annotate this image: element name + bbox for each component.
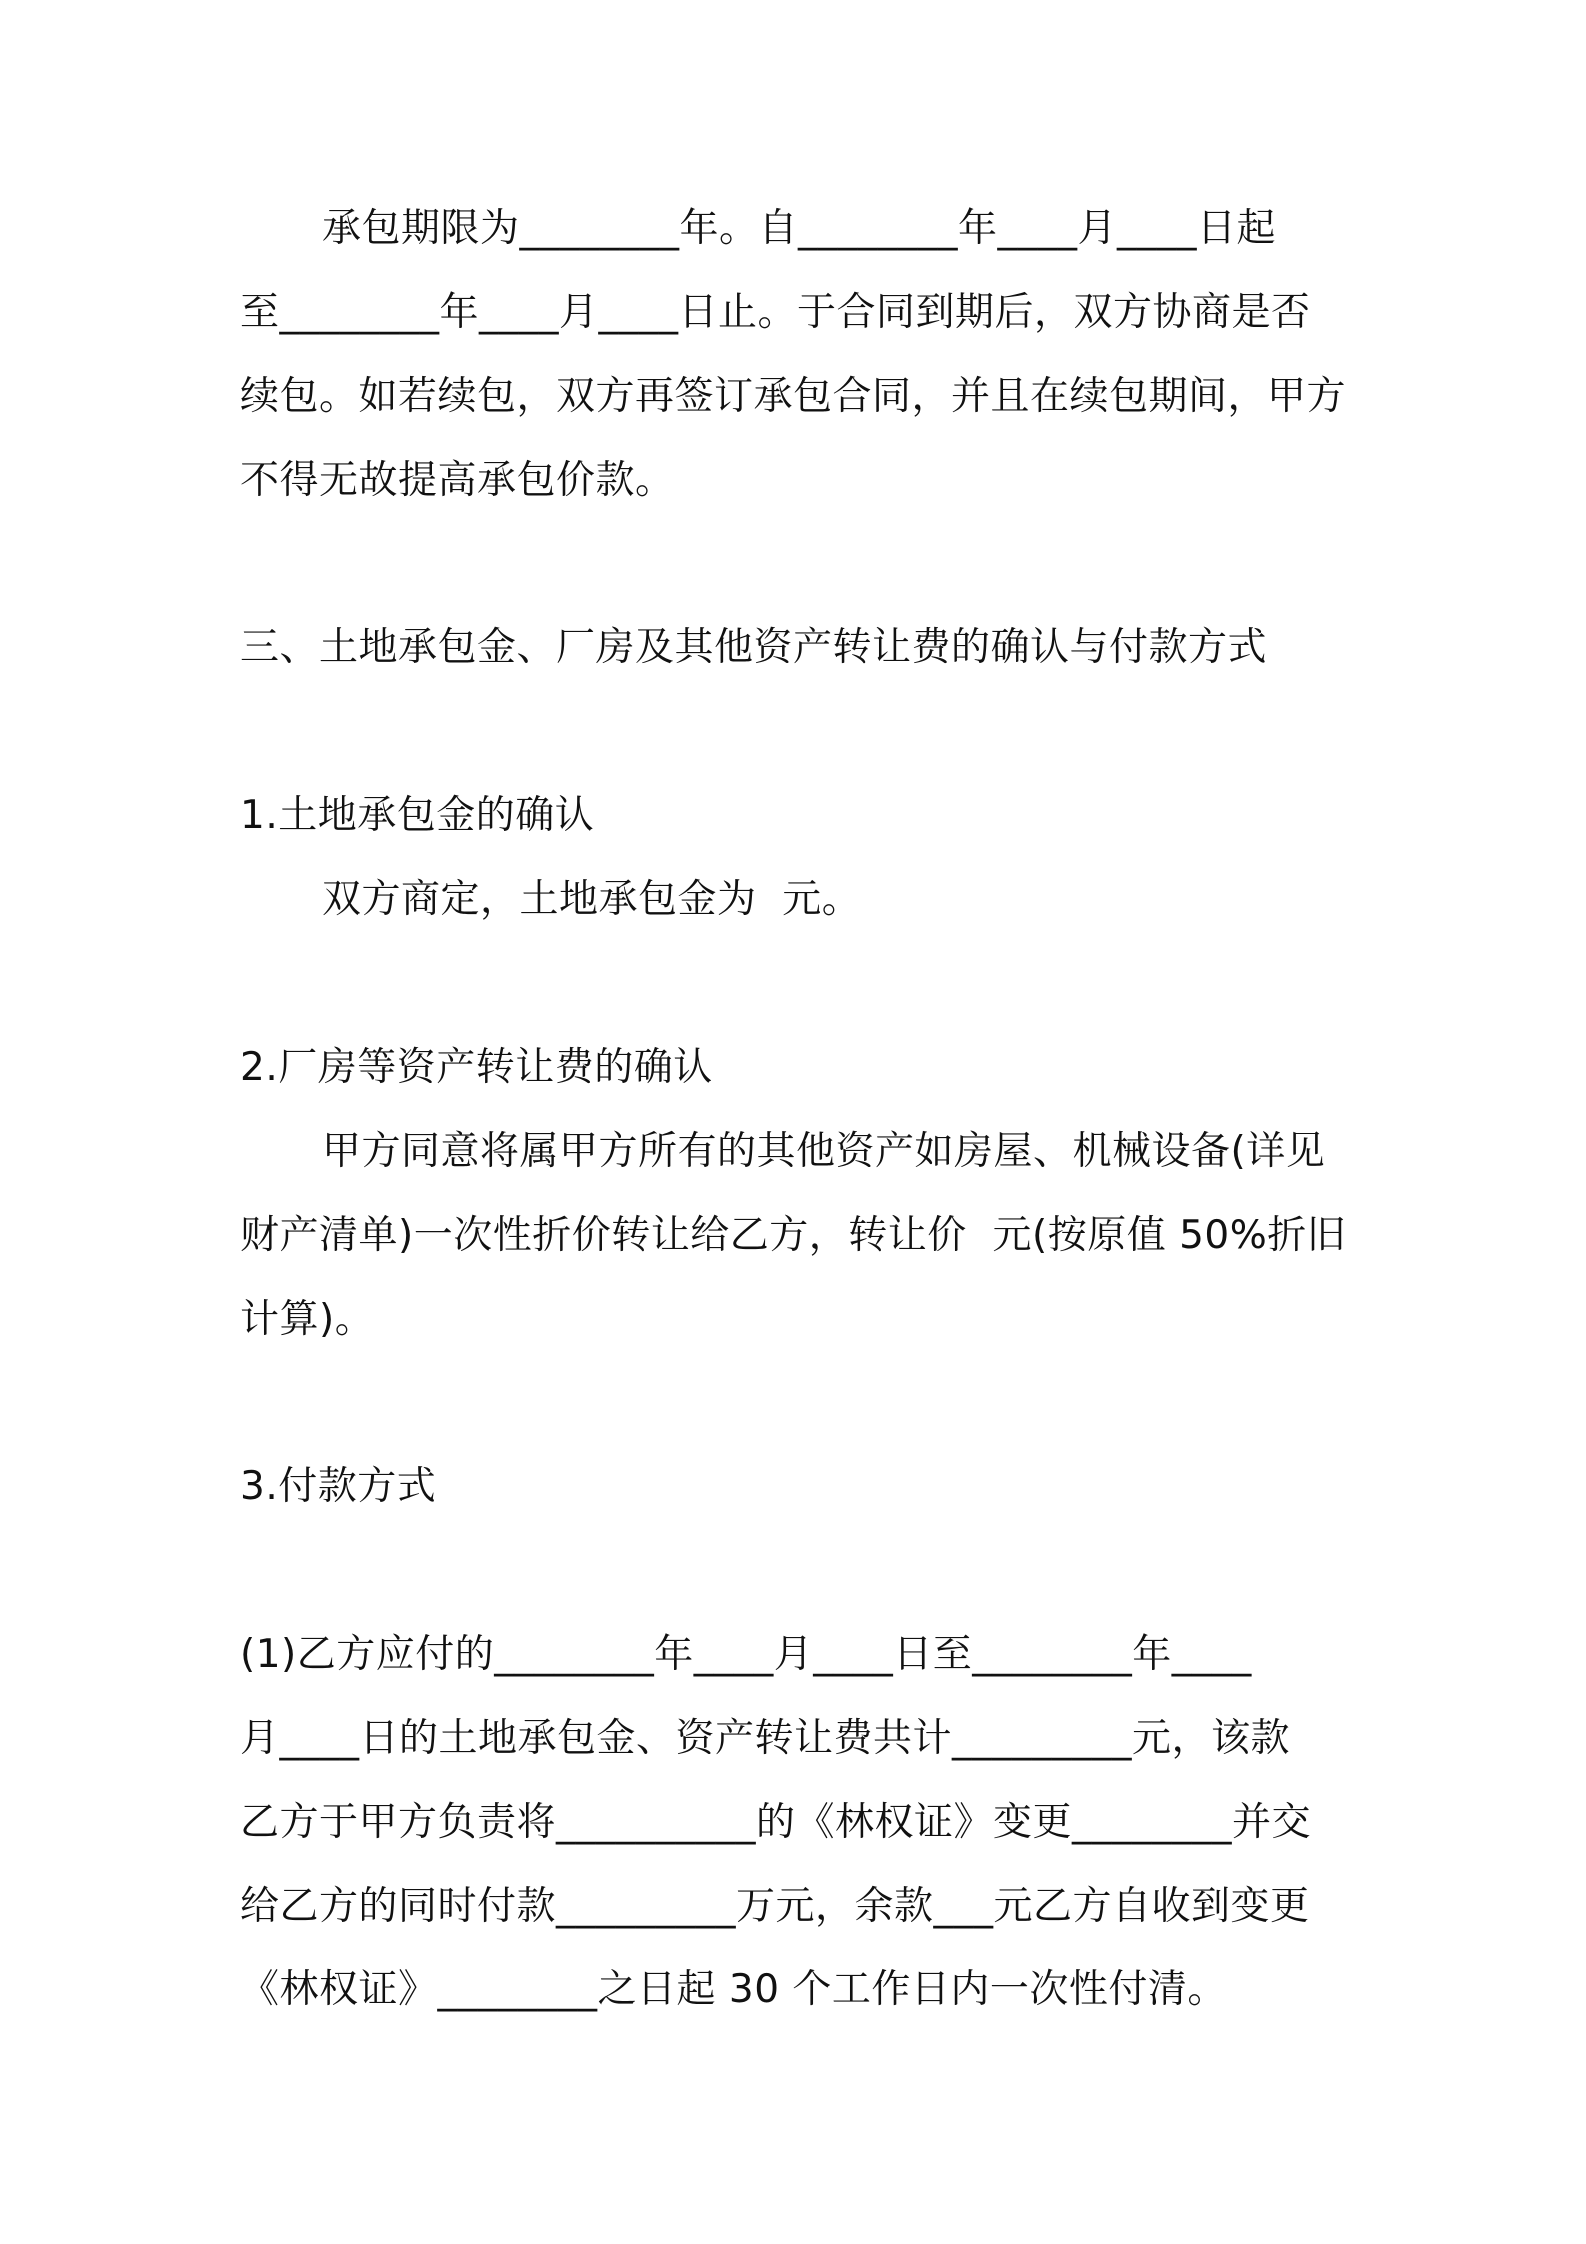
item1-heading: 1.土地承包金的确认 bbox=[240, 793, 595, 838]
item2-text-line-1: 甲方同意将属甲方所有的其他资产如房屋、机械设备(详见 bbox=[322, 1129, 1326, 1174]
section-three-heading: 三、土地承包金、厂房及其他资产转让费的确认与付款方式 bbox=[240, 625, 1268, 670]
item3-sub1-line-5: 《林权证》________之日起 30 个工作日内一次性付清。 bbox=[240, 1967, 1227, 2012]
item3-sub1-line-4: 给乙方的同时付款_________万元，余款___元乙方自收到变更 bbox=[240, 1884, 1310, 1929]
item3-sub1-line-3: 乙方于甲方负责将__________的《林权证》变更________并交 bbox=[240, 1800, 1312, 1845]
term-paragraph-line-4: 不得无故提高承包价款。 bbox=[240, 458, 675, 503]
item3-heading: 3.付款方式 bbox=[240, 1464, 437, 1509]
item2-heading: 2.厂房等资产转让费的确认 bbox=[240, 1045, 713, 1090]
item2-text-line-3: 计算)。 bbox=[240, 1297, 375, 1342]
term-paragraph-line-2: 至________年____月____日止。于合同到期后，双方协商是否 bbox=[240, 290, 1311, 335]
item1-text: 双方商定，土地承包金为 元。 bbox=[322, 877, 862, 922]
term-paragraph-line-1: 承包期限为________年。自________年____月____日起 bbox=[322, 206, 1277, 251]
item2-text-line-2: 财产清单)一次性折价转让给乙方，转让价 元(按原值 50%折旧 bbox=[240, 1213, 1347, 1258]
item3-sub1-line-2: 月____日的土地承包金、资产转让费共计_________元，该款 bbox=[240, 1716, 1291, 1761]
term-paragraph-line-3: 续包。如若续包，双方再签订承包合同，并且在续包期间，甲方 bbox=[240, 374, 1347, 419]
item3-sub1-line-1: (1)乙方应付的________年____月____日至________年____ bbox=[240, 1632, 1252, 1677]
